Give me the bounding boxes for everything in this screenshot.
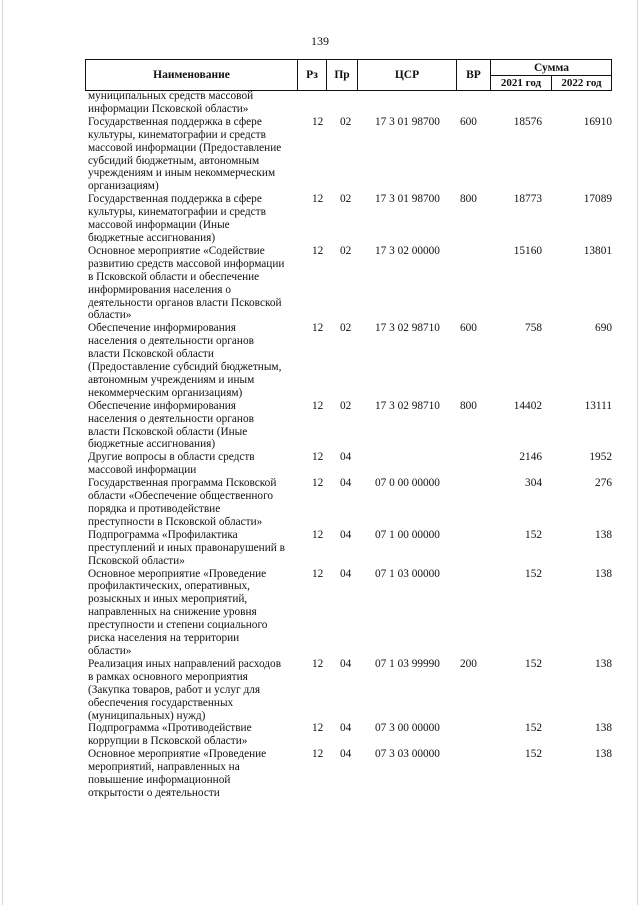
table-row — [88, 400, 616, 452]
row-csr: 07 1 03 00000 — [375, 567, 440, 580]
row-pr: 04 — [340, 748, 352, 761]
row-vr: 800 — [460, 399, 477, 412]
table-row — [88, 90, 616, 116]
row-csr: 07 1 03 99990 — [375, 657, 440, 670]
row-sum-2021: 2146 — [519, 451, 542, 464]
header-sum-group — [491, 60, 612, 90]
table-header — [85, 59, 612, 91]
table-row — [88, 658, 616, 723]
row-vr: 200 — [460, 657, 477, 670]
row-rz: 12 — [312, 477, 324, 490]
row-pr: 02 — [340, 115, 352, 128]
page-edge-right — [637, 0, 638, 905]
row-sum-2022: 138 — [595, 528, 612, 541]
row-name: Государственная поддержка в сфере культуры, кинематографии и средств массовой информации (Иные бюджетные ассигнования) — [88, 193, 266, 244]
row-sum-2022: 138 — [595, 567, 612, 580]
page-number: 139 — [311, 34, 329, 48]
table-row — [88, 722, 616, 748]
row-name: Основное мероприятие «Проведение профилактических, оперативных, розыскных и иных мероприятий, направленных на снижение уровня преступности и степени социального риска населения на территории области» — [88, 567, 268, 657]
row-csr: 17 3 02 98710 — [375, 322, 440, 335]
header-name: Наименование — [86, 60, 298, 90]
row-sum-2021: 18773 — [513, 193, 542, 206]
row-name: Государственная поддержка в сфере культуры, кинематографии и средств массовой информации (Предоставление субсидий бюджетным, автономным учреждениям и иным некоммерческим организациям) — [88, 115, 282, 193]
row-sum-2022: 13801 — [583, 244, 612, 257]
row-pr: 02 — [340, 244, 352, 257]
row-rz: 12 — [312, 115, 324, 128]
row-sum-2022: 138 — [595, 722, 612, 735]
table-row — [88, 451, 616, 477]
table-row — [88, 116, 616, 193]
row-vr: 600 — [460, 322, 477, 335]
row-name: Основное мероприятие «Проведение мероприятий, направленных на повышение информационной открытости о деятельности — [88, 748, 267, 799]
row-pr: 04 — [340, 477, 352, 490]
page-edge-left — [2, 0, 3, 905]
table-row — [88, 529, 616, 568]
row-sum-2022: 138 — [595, 657, 612, 670]
row-rz: 12 — [312, 528, 324, 541]
row-sum-2021: 152 — [525, 528, 542, 541]
row-csr: 17 3 02 00000 — [375, 244, 440, 257]
row-rz: 12 — [312, 657, 324, 670]
row-sum-2021: 758 — [525, 322, 542, 335]
row-name: Основное мероприятие «Содействие развитию средств массовой информации в Псковской области и обеспечение информирования населения о деятельности органов власти Псковской области» — [88, 244, 285, 322]
header-vr: ВР — [457, 60, 491, 90]
row-sum-2022: 17089 — [583, 193, 612, 206]
row-name: Подпрограмма «Профилактика преступлений и иных правонарушений в Псковской области» — [88, 528, 285, 567]
row-name: Подпрограмма «Противодействие коррупции в Псковской области» — [88, 722, 252, 748]
row-rz: 12 — [312, 567, 324, 580]
header-rz: Рз — [298, 60, 327, 90]
row-csr: 17 3 01 98700 — [375, 193, 440, 206]
row-pr: 02 — [340, 193, 352, 206]
table-row — [88, 245, 616, 322]
row-rz: 12 — [312, 451, 324, 464]
header-year-2021: 2021 год — [491, 75, 552, 91]
row-vr: 600 — [460, 115, 477, 128]
row-csr: 07 1 00 00000 — [375, 528, 440, 541]
row-sum-2022: 13111 — [584, 399, 612, 412]
row-sum-2022: 16910 — [583, 115, 612, 128]
row-sum-2021: 18576 — [513, 115, 542, 128]
row-sum-2021: 152 — [525, 748, 542, 761]
row-sum-2021: 15160 — [513, 244, 542, 257]
row-sum-2021: 152 — [525, 567, 542, 580]
row-pr: 04 — [340, 722, 352, 735]
header-sum: Сумма — [491, 60, 612, 76]
row-pr: 02 — [340, 322, 352, 335]
row-sum-2021: 14402 — [513, 399, 542, 412]
row-name: Другие вопросы в области средств массовой информации — [88, 451, 255, 477]
row-name: муниципальных средств массовой информации Псковской области» — [88, 90, 254, 115]
row-csr: 07 0 00 00000 — [375, 477, 440, 490]
row-sum-2022: 1952 — [589, 451, 612, 464]
header-pr: Пр — [327, 60, 358, 90]
row-vr: 800 — [460, 193, 477, 206]
header-year-2022: 2022 год — [561, 77, 602, 89]
row-sum-2021: 304 — [525, 477, 542, 490]
row-csr: 17 3 02 98710 — [375, 399, 440, 412]
row-sum-2021: 152 — [525, 722, 542, 735]
table-row — [88, 322, 616, 399]
header-csr: ЦСР — [358, 60, 457, 90]
row-csr: 17 3 01 98700 — [375, 115, 440, 128]
row-csr: 07 3 00 00000 — [375, 722, 440, 735]
row-pr: 04 — [340, 657, 352, 670]
row-sum-2022: 138 — [595, 748, 612, 761]
table-row — [88, 568, 616, 658]
row-name: Обеспечение информирования населения о деятельности органов власти Псковской области (Иные бюджетные ассигнования) — [88, 399, 254, 451]
row-rz: 12 — [312, 244, 324, 257]
table-body — [88, 90, 616, 800]
row-name: Обеспечение информирования населения о деятельности органов власти Псковской области (Предоставление субсидий бюджетным, автономным учреждениям и иным некоммерческим организациям) — [88, 322, 282, 399]
row-rz: 12 — [312, 722, 324, 735]
row-rz: 12 — [312, 748, 324, 761]
table-row — [88, 748, 616, 800]
row-pr: 04 — [340, 451, 352, 464]
row-sum-2022: 276 — [595, 477, 612, 490]
row-rz: 12 — [312, 193, 324, 206]
row-pr: 04 — [340, 528, 352, 541]
row-pr: 04 — [340, 567, 352, 580]
row-name: Государственная программа Псковской области «Обеспечение общественного порядка и противодействие преступности в Псковской области» — [88, 477, 277, 528]
table-row — [88, 477, 616, 529]
row-name: Реализация иных направлений расходов в рамках основного мероприятия (Закупка товаров, работ и услуг для обеспечения государственных (муниципальных) нужд) — [88, 657, 282, 722]
row-pr: 02 — [340, 399, 352, 412]
row-rz: 12 — [312, 399, 324, 412]
row-sum-2021: 152 — [525, 657, 542, 670]
row-rz: 12 — [312, 322, 324, 335]
table-row — [88, 193, 616, 245]
row-sum-2022: 690 — [595, 322, 612, 335]
row-csr: 07 3 03 00000 — [375, 748, 440, 761]
